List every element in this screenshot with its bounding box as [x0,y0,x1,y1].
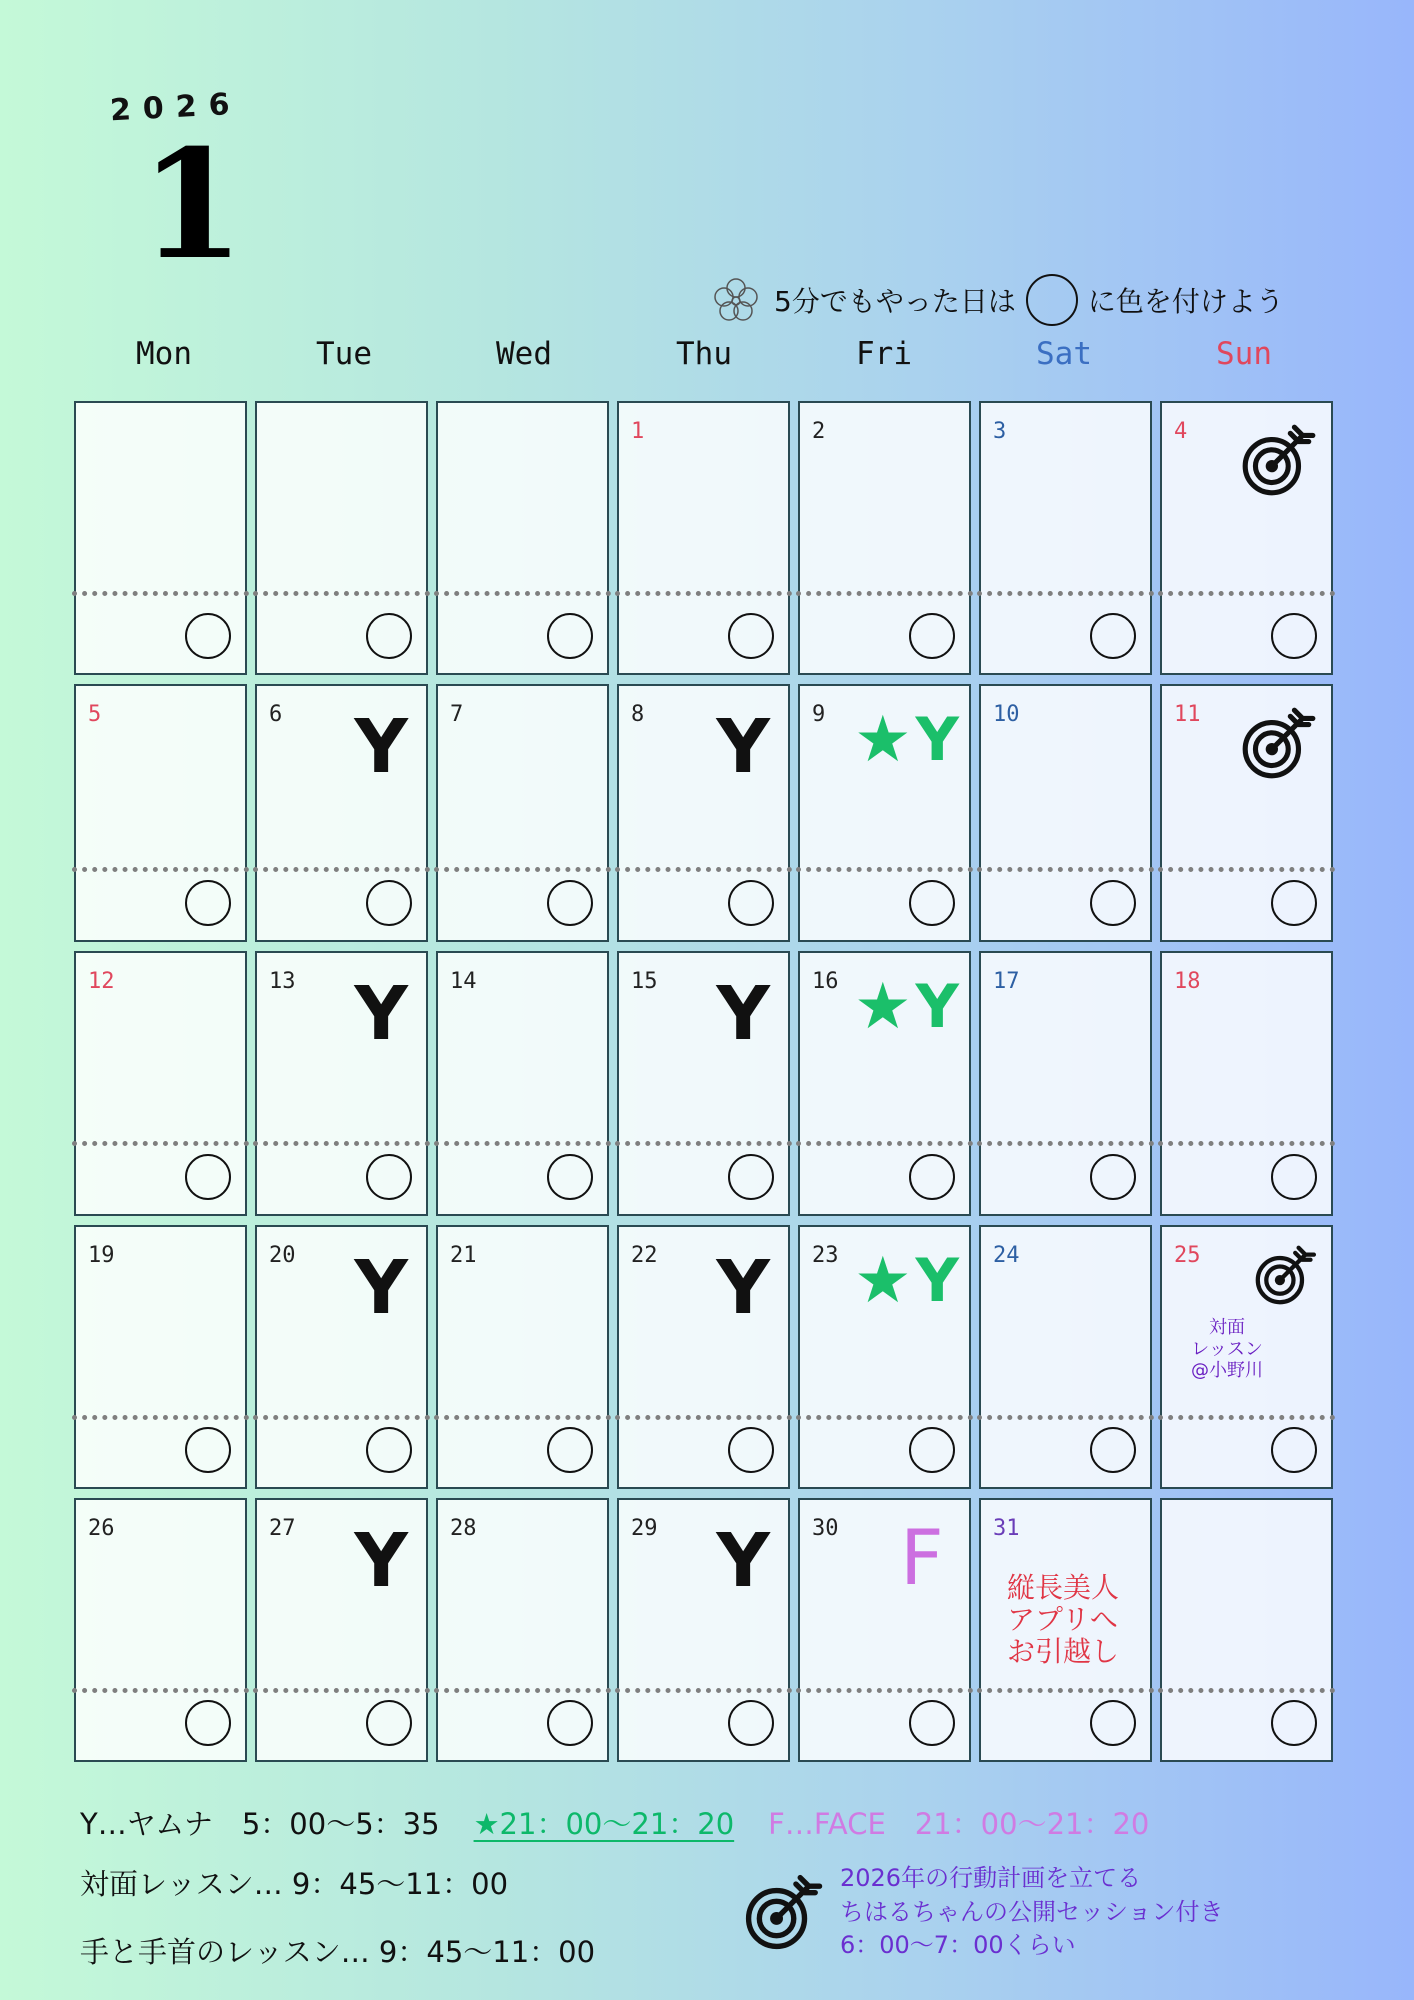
yamuna-mark: Y [915,705,959,775]
day-cell[interactable] [74,401,247,675]
yamuna-mark: Y [915,1246,959,1316]
weekday-sat: Sat [1036,336,1092,372]
lesson-note-line: @小野川 [1191,1360,1263,1382]
day-number: 4 [1174,419,1188,444]
completion-circle[interactable] [1090,613,1136,659]
circle-icon [1026,274,1078,326]
completion-circle[interactable] [1090,1427,1136,1473]
day-number: 17 [993,969,1020,994]
dotted-divider [253,591,430,596]
dotted-divider [796,867,973,872]
completion-circle[interactable] [1271,880,1317,926]
day-number: 20 [269,1243,296,1268]
day-cell[interactable] [436,951,609,1216]
dotted-divider [1158,1415,1335,1420]
completion-circle[interactable] [185,1427,231,1473]
day-number: 26 [88,1516,115,1541]
day-cell[interactable] [979,684,1152,942]
instruction [710,275,1284,325]
yamuna-mark: Y [716,1245,770,1331]
day-number: 9 [812,702,826,727]
day-cell[interactable] [1160,1498,1333,1762]
day-number: 30 [812,1516,839,1541]
day-cell[interactable] [255,684,428,942]
day-number: 27 [269,1516,296,1541]
completion-circle[interactable] [728,613,774,659]
day-cell[interactable] [798,951,971,1216]
legend-row-1 [80,1802,1149,1843]
completion-circle[interactable] [547,1154,593,1200]
completion-circle[interactable] [728,1700,774,1746]
calendar-year: 2026 [109,86,243,129]
dotted-divider [434,1688,611,1693]
day-number: 24 [993,1243,1020,1268]
day-cell[interactable] [74,951,247,1216]
target-icon [740,1869,826,1955]
day-cell[interactable] [255,951,428,1216]
weekday-tue: Tue [316,336,372,372]
legend-face: F…FACE 21：00〜21：20 [768,1807,1150,1841]
weekday-sun: Sun [1216,336,1272,372]
completion-circle[interactable] [185,880,231,926]
weekday-wed: Wed [496,336,552,372]
completion-circle[interactable] [728,1427,774,1473]
completion-circle[interactable] [185,613,231,659]
face-mark: F [900,1513,944,1602]
completion-circle[interactable] [728,1154,774,1200]
day-cell[interactable] [74,1225,247,1489]
weekday-header [74,336,1334,372]
day-number: 14 [450,969,477,994]
dotted-divider [615,1688,792,1693]
dotted-divider [253,867,430,872]
completion-circle[interactable] [547,1427,593,1473]
day-cell[interactable] [979,401,1152,675]
day-cell[interactable] [617,401,790,675]
day-number: 3 [993,419,1007,444]
flower-icon [710,274,762,326]
app-move-note [1007,1572,1119,1669]
dotted-divider [72,1141,249,1146]
day-number: 10 [993,702,1020,727]
legend-hands-lesson: 手と手首のレッスン… 9：45〜11：00 [80,1935,596,1969]
completion-circle[interactable] [1271,1154,1317,1200]
yamuna-mark: Y [354,704,408,790]
completion-circle[interactable] [1271,1427,1317,1473]
day-number: 7 [450,702,464,727]
dotted-divider [1158,1141,1335,1146]
day-cell[interactable] [798,684,971,942]
lesson-note [1172,1317,1282,1382]
completion-circle[interactable] [366,1427,412,1473]
day-cell[interactable] [255,401,428,675]
completion-circle[interactable] [1090,1700,1136,1746]
lesson-note-line: レッスン [1191,1338,1263,1360]
day-number: 21 [450,1243,477,1268]
day-cell[interactable] [1160,951,1333,1216]
action-plan [740,1862,1224,1963]
day-cell[interactable] [436,1225,609,1489]
day-cell[interactable] [1160,1225,1333,1489]
day-cell[interactable] [255,1225,428,1489]
dotted-divider [977,1688,1154,1693]
completion-circle[interactable] [1271,1700,1317,1746]
lesson-note-line: 対面 [1209,1317,1245,1338]
dotted-divider [615,1141,792,1146]
day-number: 23 [812,1243,839,1268]
completion-circle[interactable] [185,1154,231,1200]
target-icon [1237,419,1319,501]
dotted-divider [253,1141,430,1146]
day-number: 19 [88,1243,115,1268]
day-cell[interactable] [979,951,1152,1216]
day-cell[interactable] [436,684,609,942]
dotted-divider [615,1415,792,1420]
dotted-divider [1158,867,1335,872]
target-icon [1237,702,1319,784]
dotted-divider [977,1141,1154,1146]
app-move-note-line: 縦長美人 [1007,1571,1120,1604]
day-number: 31 [993,1516,1020,1541]
day-number: 29 [631,1516,658,1541]
day-cell[interactable] [617,951,790,1216]
dotted-divider [615,591,792,596]
day-number: 11 [1174,702,1201,727]
day-number: 2 [812,419,826,444]
day-cell[interactable] [436,1498,609,1762]
day-number: 16 [812,969,839,994]
completion-circle[interactable] [728,880,774,926]
yamuna-mark: Y [354,971,408,1057]
completion-circle[interactable] [547,1700,593,1746]
completion-circle[interactable] [1271,613,1317,659]
dotted-divider [72,591,249,596]
completion-circle[interactable] [366,613,412,659]
yamuna-mark: Y [716,1518,770,1604]
completion-circle[interactable] [909,880,955,926]
dotted-divider [1158,1688,1335,1693]
yamuna-mark: Y [716,704,770,790]
dotted-divider [977,1415,1154,1420]
day-cell[interactable] [798,1225,971,1489]
completion-circle[interactable] [366,1154,412,1200]
day-cell[interactable] [617,1225,790,1489]
dotted-divider [977,867,1154,872]
day-number: 6 [269,702,283,727]
legend-yamuna: Y…ヤムナ 5：00〜5：35 [80,1807,440,1841]
day-number: 12 [88,969,115,994]
completion-circle[interactable] [1090,880,1136,926]
day-number: 18 [1174,969,1201,994]
day-cell[interactable] [979,1498,1152,1762]
day-number: 8 [631,702,645,727]
plan-line-2: ちはるちゃんの公開セッション付き [840,1897,1224,1926]
star-yamuna-mark [854,970,959,1044]
yamuna-mark: Y [915,972,959,1042]
dotted-divider [253,1688,430,1693]
dotted-divider [72,1415,249,1420]
legend-star: ★21：00〜21：20 [473,1807,735,1841]
dotted-divider [796,1688,973,1693]
completion-circle[interactable] [909,1154,955,1200]
app-move-note-line: お引越し [1007,1635,1120,1669]
dotted-divider [1158,591,1335,596]
dotted-divider [253,1415,430,1420]
day-number: 5 [88,702,102,727]
dotted-divider [72,867,249,872]
app-move-note-line: アプリへ [1007,1603,1118,1637]
star-yamuna-mark [854,1244,959,1318]
day-number: 28 [450,1516,477,1541]
day-number: 1 [631,419,645,444]
legend-face-lesson: 対面レッスン… 9：45〜11：00 [80,1867,509,1901]
instruction-text-after: に色を付けよう [1087,285,1284,318]
plan-line-1: 2026年の行動計画を立てる [840,1864,1142,1892]
completion-circle[interactable] [366,1700,412,1746]
completion-circle[interactable] [1090,1154,1136,1200]
completion-circle[interactable] [909,613,955,659]
star-yamuna-mark [854,703,959,777]
day-cell[interactable] [255,1498,428,1762]
star-icon: ★ [854,970,912,1044]
yamuna-mark: Y [716,971,770,1057]
plan-line-3: 6：00〜7：00くらい [840,1931,1076,1960]
day-cell[interactable] [1160,684,1333,942]
weekday-mon: Mon [136,336,192,372]
completion-circle[interactable] [547,613,593,659]
day-cell[interactable] [436,401,609,675]
weekday-fri: Fri [856,336,912,372]
calendar-grid [74,401,1333,1762]
yamuna-mark: Y [354,1518,408,1604]
day-cell[interactable] [798,1498,971,1762]
instruction-text-before: 5分でもやった日は [774,285,1016,318]
target-icon [1251,1241,1319,1309]
star-icon: ★ [854,703,912,777]
dotted-divider [434,1141,611,1146]
day-number: 13 [269,969,296,994]
dotted-divider [434,1415,611,1420]
dotted-divider [796,1415,973,1420]
weekday-thu: Thu [676,336,732,372]
dotted-divider [977,591,1154,596]
dotted-divider [72,1688,249,1693]
completion-circle[interactable] [185,1700,231,1746]
day-cell[interactable] [1160,401,1333,675]
dotted-divider [434,591,611,596]
yamuna-mark: Y [354,1245,408,1331]
dotted-divider [796,591,973,596]
completion-circle[interactable] [909,1700,955,1746]
completion-circle[interactable] [366,880,412,926]
dotted-divider [796,1141,973,1146]
completion-circle[interactable] [909,1427,955,1473]
calendar-month: 1 [140,117,245,293]
completion-circle[interactable] [547,880,593,926]
day-cell[interactable] [74,684,247,942]
day-number: 15 [631,969,658,994]
day-cell[interactable] [617,1498,790,1762]
dotted-divider [615,867,792,872]
dotted-divider [434,867,611,872]
day-number: 25 [1174,1243,1201,1268]
day-cell[interactable] [979,1225,1152,1489]
day-cell[interactable] [74,1498,247,1762]
star-icon: ★ [854,1244,912,1318]
day-cell[interactable] [617,684,790,942]
day-cell[interactable] [798,401,971,675]
day-number: 22 [631,1243,658,1268]
